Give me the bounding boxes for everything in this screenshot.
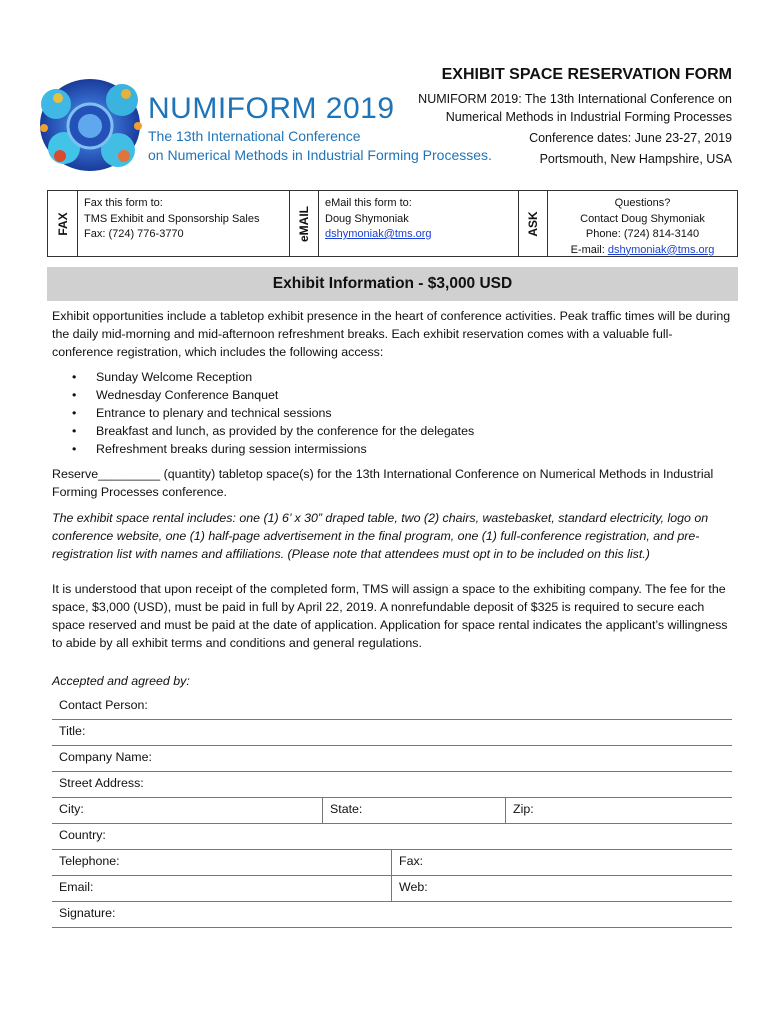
intro-paragraph: Exhibit opportunities include a tabletop exhibit presence in the heart of conference activities. Peak traffic times will be during the daily mid-morning and mid-afternoon refreshment breaks. Each exhibit reservation comes with a valuable full-conference registration, which includes the following access:: [52, 309, 731, 359]
country-row[interactable]: [52, 824, 732, 850]
ask-contact-name: Contact Doug Shymoniak: [580, 212, 705, 225]
city-field[interactable]: City:: [59, 802, 84, 816]
telephone-fax-row: [52, 850, 732, 876]
contact-form: [52, 694, 732, 928]
fax-line-2: TMS Exhibit and Sponsorship Sales: [84, 212, 260, 225]
company-row[interactable]: [52, 746, 732, 772]
fax-label: FAX: [55, 211, 70, 236]
logo-subtitle-line2: on Numerical Methods in Industrial Forming Processes.: [148, 147, 492, 163]
email-link[interactable]: dshymoniak@tms.org: [325, 228, 432, 240]
zip-field[interactable]: Zip:: [505, 798, 732, 823]
email-contact-name: Doug Shymoniak: [325, 212, 409, 225]
email-label-cell: [289, 191, 319, 256]
contact-person-row[interactable]: [52, 694, 732, 720]
section-header: Exhibit Information - $3,000 USD: [47, 267, 738, 301]
ask-email-link[interactable]: dshymoniak@tms.org: [607, 243, 715, 256]
numiform-logo: [34, 70, 512, 180]
reserve-paragraph: Reserve_________ (quantity) tabletop space(s) for the 13th International Conference on Numerical Methods in Industrial Forming Processes conference.: [52, 467, 714, 499]
list-item: • Sunday Welcome Reception: [72, 368, 474, 386]
logo-graphic-icon: [34, 70, 146, 180]
fax-number: Fax: (724) 776-3770: [84, 228, 184, 240]
logo-subtitle-line1: The 13th International Conference: [148, 128, 361, 144]
email-web-row: [52, 876, 732, 902]
form-title: EXHIBIT SPACE RESERVATION FORM: [441, 66, 732, 83]
fax-info: [78, 191, 289, 256]
street-row[interactable]: [52, 772, 732, 798]
web-field[interactable]: Web:: [391, 876, 732, 901]
city-state-zip-row: [52, 798, 732, 824]
list-item: • Entrance to plenary and technical sessions: [72, 404, 474, 422]
ask-email-prefix: E-mail:: [570, 243, 608, 256]
fax-field[interactable]: Fax:: [391, 850, 732, 875]
state-field[interactable]: State:: [322, 798, 505, 823]
list-item: • Breakfast and lunch, as provided by the conference for the delegates: [72, 422, 474, 440]
street-address-field[interactable]: Street Address:: [59, 776, 144, 790]
ask-line-1: Questions?: [614, 197, 671, 209]
header-location: Portsmouth, New Hampshire, USA: [539, 152, 732, 166]
title-field[interactable]: Title:: [59, 724, 86, 738]
accepted-label: Accepted and agreed by:: [52, 674, 190, 688]
email-field[interactable]: Email:: [59, 880, 94, 894]
email-line-1: eMail this form to:: [325, 197, 412, 209]
access-list: [72, 368, 474, 458]
ask-label-cell: [518, 191, 548, 256]
terms-paragraph: It is understood that upon receipt of the completed form, TMS will assign a space to the exhibiting company. The fee for the space, $3,000 (USD), must be paid in full by April 22, 2019. A nonrefundable deposit of $325 is required to secure each space reserved and must be paid at the date of application. Application for space rental indicates the applicant’s willingness to abide by all exhibit terms and conditions and general regulations.: [52, 582, 728, 650]
email-label: eMAIL: [297, 205, 311, 242]
title-row[interactable]: [52, 720, 732, 746]
signature-row[interactable]: [52, 902, 732, 928]
ask-info: [548, 191, 737, 256]
ask-phone: Phone: (724) 814-3140: [585, 228, 700, 240]
header-line-2: Numerical Methods in Industrial Forming Processes: [445, 110, 732, 124]
contact-table: [47, 190, 738, 257]
logo-name: NUMIFORM 2019: [148, 92, 395, 125]
company-name-field[interactable]: Company Name:: [59, 750, 152, 764]
telephone-field[interactable]: Telephone:: [59, 854, 120, 868]
fax-line-1: Fax this form to:: [84, 197, 163, 209]
signature-field[interactable]: Signature:: [59, 906, 116, 920]
includes-paragraph: The exhibit space rental includes: one (1) 6’ x 30” draped table, two (2) chairs, wastebasket, standard electricity, logo on conference website, one (1) half-page advertisement in the final program, one (1) full-conference registration, and pre-registration list with names and affiliations. (Please note that attendees must opt in to be included on this list.): [52, 511, 709, 561]
contact-person-field[interactable]: Contact Person:: [59, 698, 148, 712]
fax-label-cell: [48, 191, 78, 256]
header-line-1: NUMIFORM 2019: The 13th International Conference on: [418, 92, 732, 106]
header-conference-dates: Conference dates: June 23-27, 2019: [529, 131, 732, 145]
country-field[interactable]: Country:: [59, 828, 106, 842]
list-item: • Refreshment breaks during session intermissions: [72, 440, 474, 458]
list-item: • Wednesday Conference Banquet: [72, 386, 474, 404]
ask-label: ASK: [526, 210, 540, 237]
email-info: [319, 191, 518, 256]
